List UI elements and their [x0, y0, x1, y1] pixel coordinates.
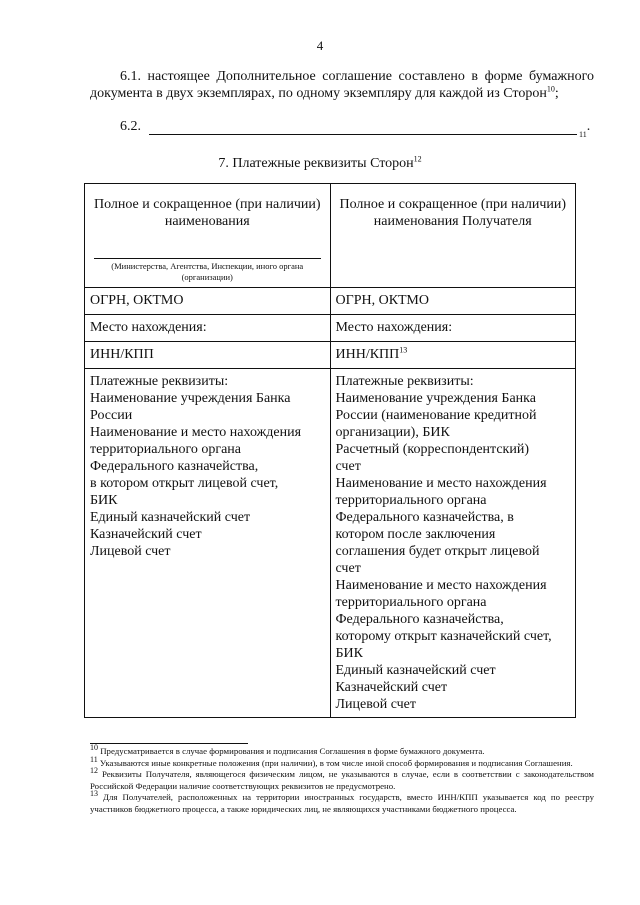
footnote-text: Для Получателей, расположенных на территории иностранных государств, вместо ИНН/КПП указывается код по реестру участников бюджетного процесса, а также юридических лиц, не являющихся участниками бюджетного процесса.: [90, 792, 594, 814]
left-payment-line: Единый казначейский счет: [90, 510, 251, 525]
right-payment-line: котором после заключения: [335, 527, 496, 542]
footnote-number: 11: [90, 754, 98, 764]
right-payment-line: Лицевой счет: [335, 697, 417, 712]
left-payment-line: Платежные реквизиты:: [90, 374, 229, 389]
footnote: [90, 789, 594, 815]
left-payment-line: Наименование и место нахождения: [90, 425, 302, 440]
page-number: 4: [316, 38, 324, 53]
left-payment-line: в котором открыт лицевой счет,: [90, 476, 279, 491]
left-name-blank-line: [94, 258, 321, 259]
right-payment-line: территориального органа: [335, 493, 487, 508]
footnote-text: Указываются иные конкретные положения (при наличии), в том числе иной способ формирования и подписания Соглашения.: [99, 757, 573, 768]
left-ogrn-cell: ОГРН, ОКТМО: [85, 288, 331, 315]
left-address-cell: Место нахождения:: [85, 315, 331, 342]
right-payment-line: БИК: [335, 646, 363, 661]
right-payment-line: Платежные реквизиты:: [335, 374, 474, 389]
right-inn-cell: [330, 342, 576, 369]
table-row-inn: [85, 342, 576, 369]
left-payment-line: Лицевой счет: [90, 544, 171, 559]
footnote-text: Реквизиты Получателя, являющегося физическим лицом, не указываются в случае, если в соответствии с законодательством Российской Федерации наличие соответствующих реквизитов не предусмотрено.: [90, 769, 594, 791]
clause-6-2-number: 6.2.: [120, 119, 141, 134]
clause-6-2: 6.2. 11 .: [120, 119, 591, 139]
table-row-payment: [85, 369, 576, 718]
left-inn-cell: ИНН/КПП: [85, 342, 331, 369]
table-header-row: [85, 184, 576, 288]
left-header-cell: [85, 184, 331, 288]
footnote-number: 12: [90, 766, 98, 776]
left-header-text: Полное и сокращенное (при наличии) наименования: [93, 197, 321, 229]
right-payment-line: организации), БИК: [335, 425, 450, 440]
section-title: [0, 156, 640, 172]
clause-6-2-end: .: [586, 119, 591, 134]
footnotes: [90, 743, 594, 815]
clause-6-1: [90, 68, 594, 102]
right-payment-line: Федерального казначейства,: [335, 612, 504, 627]
table-row-ogrn: [85, 288, 576, 315]
right-payment-line: счет: [335, 561, 361, 576]
clause-6-1-end: ;: [554, 86, 559, 101]
clause-6-1-number: 6.1.: [120, 69, 141, 84]
left-payment-line: БИК: [90, 493, 118, 508]
left-header-hint: (Министерства, Агентства, Инспекции, иного органа (организации): [111, 261, 304, 282]
left-payment-line: Казначейский счет: [90, 527, 202, 542]
footnote-number: 10: [90, 743, 98, 753]
table-row-address: [85, 315, 576, 342]
right-payment-line: Федерального казначейства, в: [335, 510, 514, 525]
right-payment-line: России (наименование кредитной: [335, 408, 537, 423]
left-payment-line: России: [90, 408, 133, 423]
clause-6-1-text: настоящее Дополнительное соглашение составлено в форме бумажного документа в двух экземплярах, по одному экземпляру для каждой из Сторон: [90, 69, 594, 101]
right-payment-line: соглашения будет открыт лицевой: [335, 544, 540, 559]
right-payment-line: Единый казначейский счет: [335, 663, 496, 678]
right-payment-line: Казначейский счет: [335, 680, 448, 695]
right-payment-line: Наименование и место нахождения: [335, 578, 547, 593]
footnote-text: Предусматривается в случае формирования и подписания Соглашения в форме бумажного документа.: [100, 746, 485, 756]
footnote-number: 13: [90, 789, 98, 799]
clause-6-2-blank-line: [149, 120, 577, 135]
section-title-text: 7. Платежные реквизиты Сторон: [218, 156, 414, 171]
left-payment-line: Наименование учреждения Банка: [90, 391, 291, 406]
right-payment-line: которому открыт казначейский счет,: [335, 629, 552, 644]
payment-details-table: [84, 183, 576, 718]
right-inn-text: ИНН/КПП: [335, 347, 400, 362]
right-payment-line: Наименование и место нахождения: [335, 476, 547, 491]
left-payment-cell: [85, 369, 331, 718]
right-payment-cell: [330, 369, 576, 718]
footnote: [90, 766, 594, 792]
right-payment-line: территориального органа: [335, 595, 487, 610]
footnote-ref-13: 13: [399, 345, 408, 355]
right-header-cell: [330, 184, 576, 288]
left-payment-line: Федерального казначейства,: [90, 459, 259, 474]
left-payment-line: территориального органа: [90, 442, 242, 457]
right-payment-line: Наименование учреждения Банка: [335, 391, 536, 406]
footnote-ref-10: 10: [546, 84, 555, 94]
right-ogrn-cell: ОГРН, ОКТМО: [330, 288, 576, 315]
right-payment-line: счет: [335, 459, 361, 474]
right-header-text: Полное и сокращенное (при наличии) наименования Получателя: [339, 197, 566, 229]
footnote-ref-12: 12: [413, 154, 422, 164]
right-address-cell: Место нахождения:: [330, 315, 576, 342]
footnote: [90, 754, 594, 770]
right-payment-line: Расчетный (корреспондентский): [335, 442, 529, 457]
footnote-separator: [90, 743, 248, 744]
footnote: [90, 743, 594, 758]
